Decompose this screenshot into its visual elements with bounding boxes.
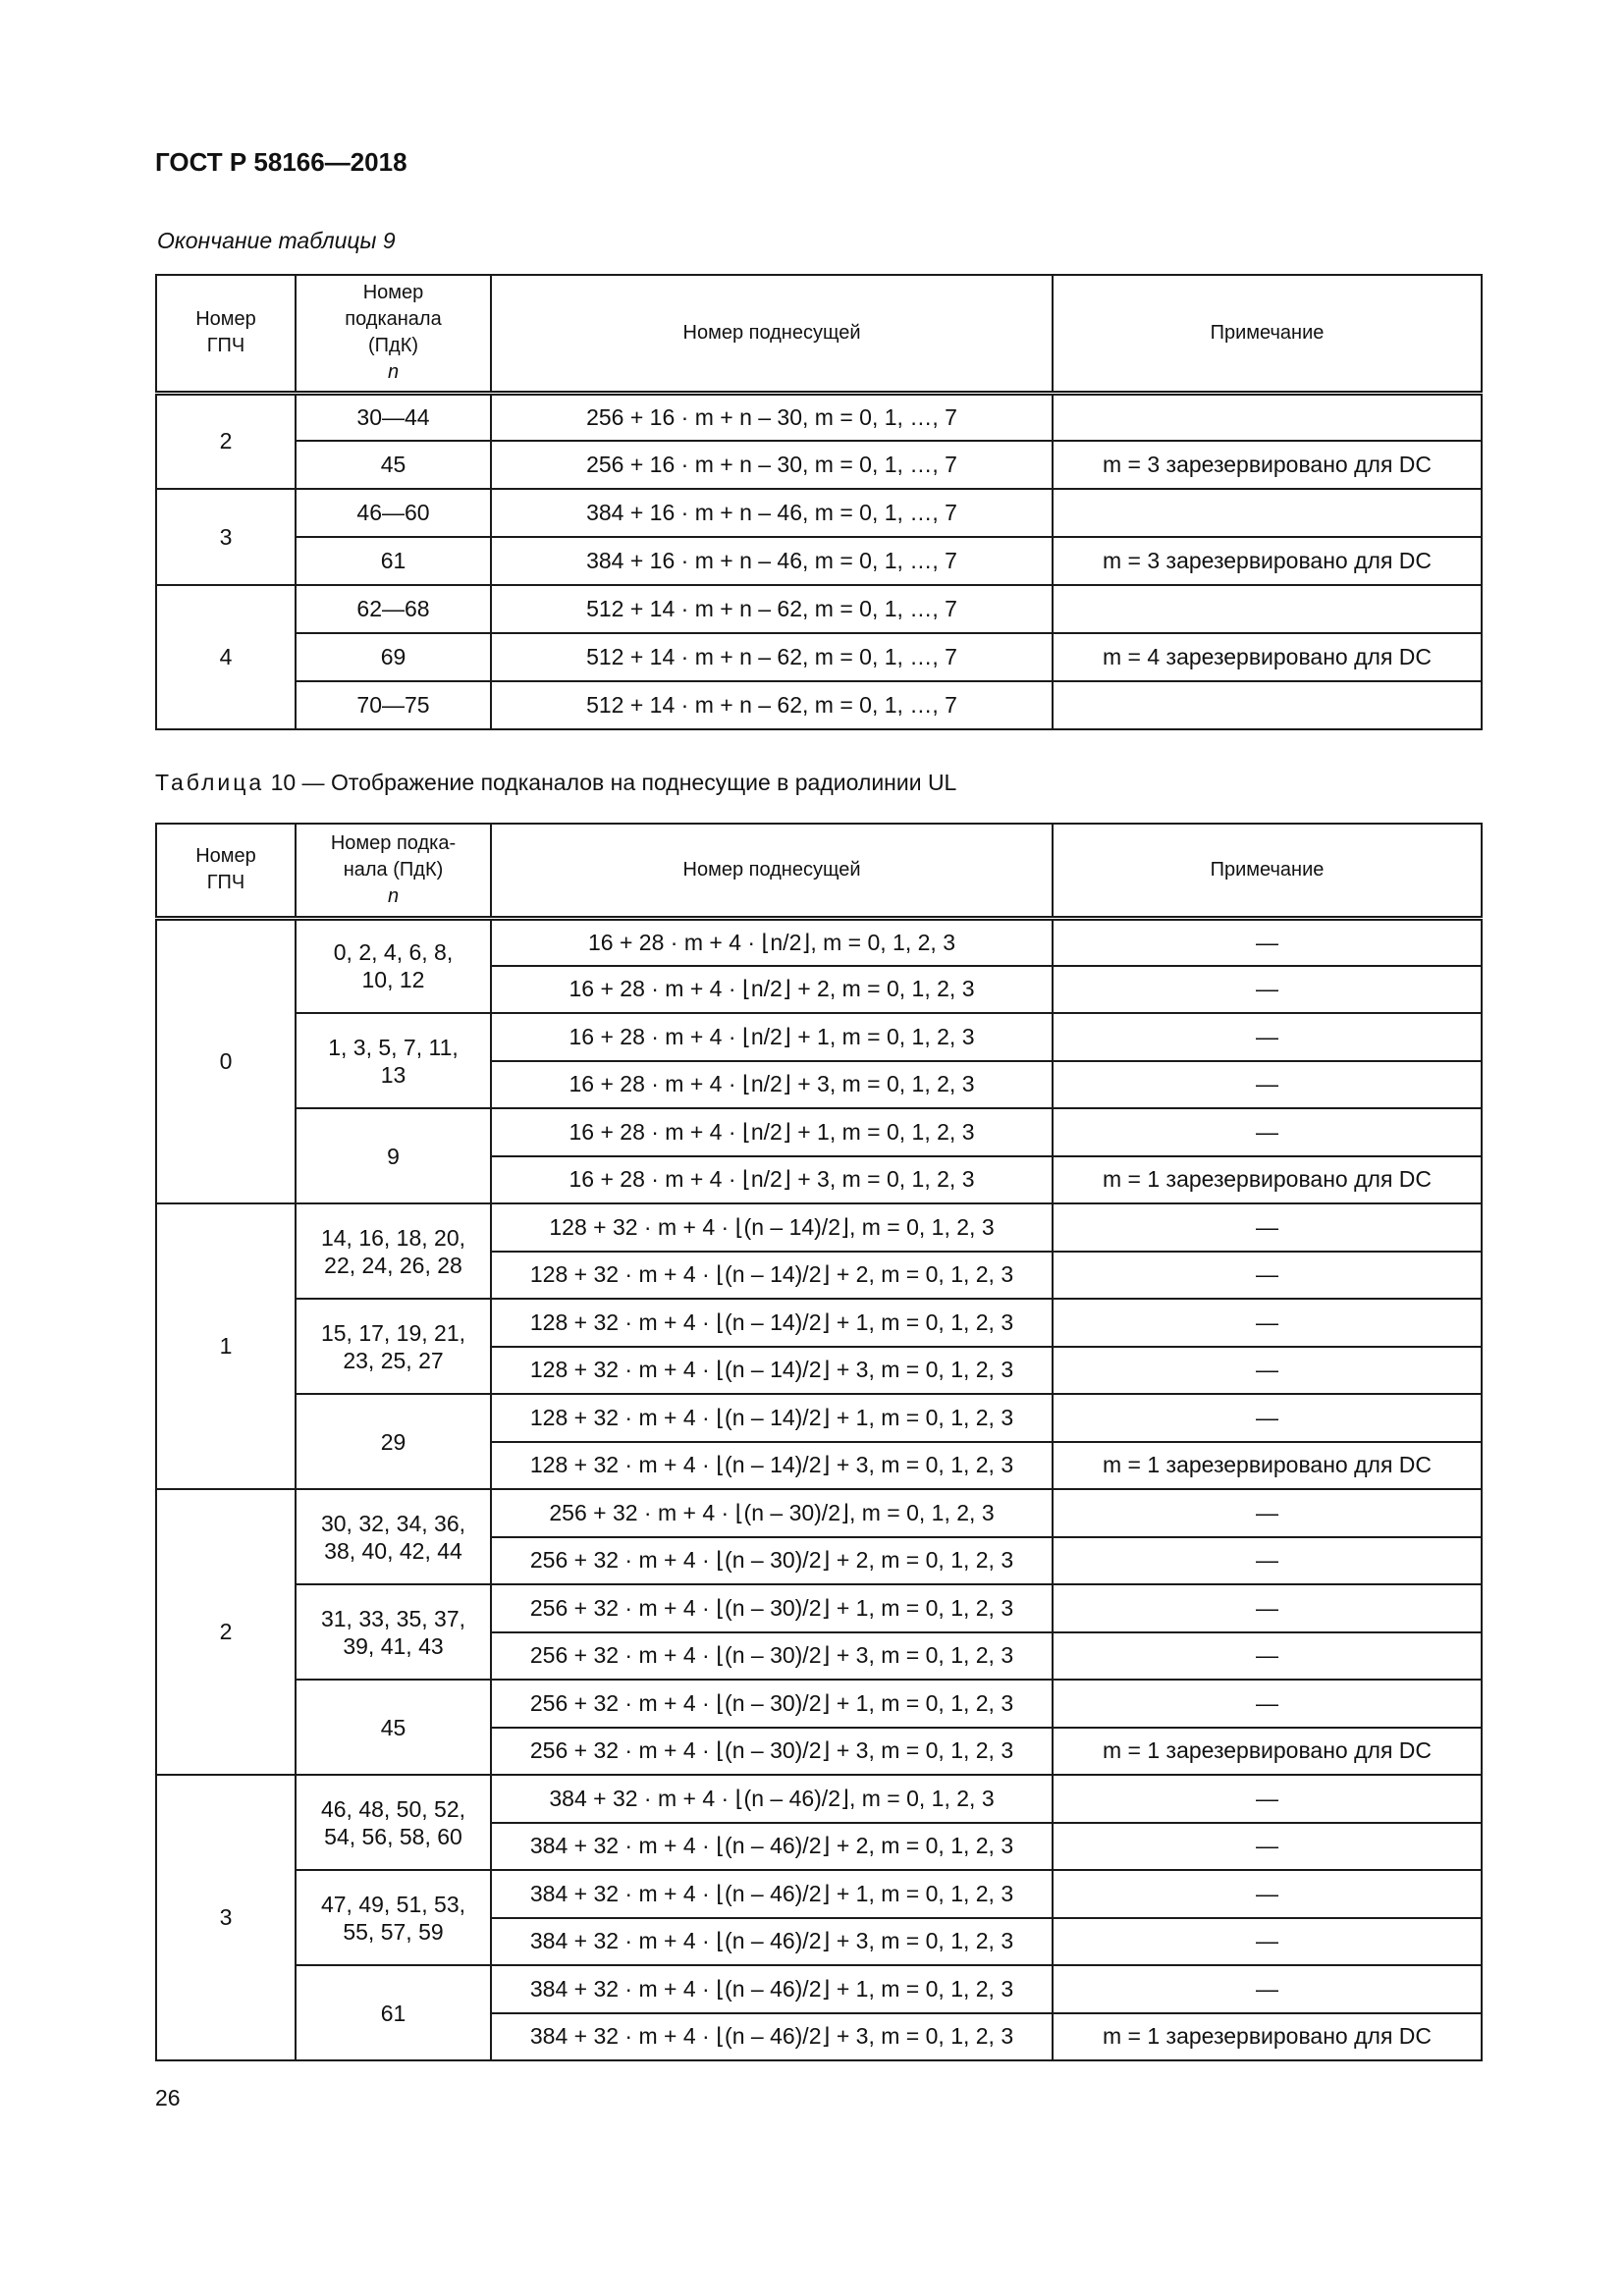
subchannel-cell: 45 [296, 1680, 491, 1775]
subchannel-cell: 61 [296, 1965, 491, 2060]
subchannel-cell: 70—75 [296, 681, 491, 729]
document-header: ГОСТ Р 58166—2018 [155, 147, 407, 177]
page-number: 26 [155, 2085, 181, 2110]
note-cell: — [1053, 1203, 1482, 1252]
subcarrier-formula: 512 + 14 · m + n – 62, m = 0, 1, …, 7 [491, 681, 1053, 729]
subcarrier-formula: 128 + 32 · m + 4 · ⌊(n – 14)/2⌋ + 1, m = 0, 1, 2, 3 [491, 1299, 1053, 1347]
subcarrier-formula: 128 + 32 · m + 4 · ⌊(n – 14)/2⌋, m = 0, 1, 2, 3 [491, 1203, 1053, 1252]
subchannel-cell: 69 [296, 633, 491, 681]
gpch-cell: 1 [156, 1203, 296, 1489]
note-cell: — [1053, 1299, 1482, 1347]
gpch-cell: 3 [156, 1775, 296, 2060]
table-row [156, 1584, 1482, 1632]
table-row [156, 489, 1482, 537]
table10-caption [155, 770, 956, 796]
subchannel-cell: 29 [296, 1394, 491, 1489]
table-10 [155, 823, 1483, 2061]
note-cell: — [1053, 1632, 1482, 1681]
gpch-cell: 3 [156, 489, 296, 585]
column-header-subcarrier: Номер поднесущей [491, 275, 1053, 393]
table-row [156, 1108, 1482, 1156]
subchannel-cell: 0, 2, 4, 6, 8, 10, 12 [296, 918, 491, 1013]
subcarrier-formula: 384 + 32 · m + 4 · ⌊(n – 46)/2⌋ + 3, m = 0, 1, 2, 3 [491, 1918, 1053, 1966]
note-cell: — [1053, 1347, 1482, 1395]
subcarrier-formula: 256 + 32 · m + 4 · ⌊(n – 30)/2⌋ + 1, m = 0, 1, 2, 3 [491, 1680, 1053, 1728]
subchannel-cell: 46—60 [296, 489, 491, 537]
note-cell [1053, 393, 1482, 441]
note-cell: m = 4 зарезервировано для DC [1053, 633, 1482, 681]
subcarrier-formula: 384 + 16 · m + n – 46, m = 0, 1, …, 7 [491, 537, 1053, 585]
subcarrier-formula: 128 + 32 · m + 4 · ⌊(n – 14)/2⌋ + 3, m = 0, 1, 2, 3 [491, 1347, 1053, 1395]
subcarrier-formula: 256 + 16 · m + n – 30, m = 0, 1, …, 7 [491, 441, 1053, 489]
note-cell: m = 1 зарезервировано для DC [1053, 2013, 1482, 2061]
table-row [156, 393, 1482, 441]
column-header-gpch: Номер ГПЧ [156, 824, 296, 918]
note-cell: — [1053, 1680, 1482, 1728]
table-row [156, 918, 1482, 966]
note-cell: — [1053, 1584, 1482, 1632]
gpch-cell: 2 [156, 1489, 296, 1775]
note-cell: m = 1 зарезервировано для DC [1053, 1728, 1482, 1776]
subcarrier-formula: 16 + 28 · m + 4 · ⌊n/2⌋ + 1, m = 0, 1, 2, 3 [491, 1013, 1053, 1061]
subcarrier-formula: 256 + 16 · m + n – 30, m = 0, 1, …, 7 [491, 393, 1053, 441]
subcarrier-formula: 16 + 28 · m + 4 · ⌊n/2⌋ + 3, m = 0, 1, 2, 3 [491, 1061, 1053, 1109]
table-row [156, 1203, 1482, 1252]
table-9 [155, 274, 1483, 730]
note-cell: — [1053, 1489, 1482, 1537]
subcarrier-formula: 256 + 32 · m + 4 · ⌊(n – 30)/2⌋, m = 0, 1, 2, 3 [491, 1489, 1053, 1537]
subchannel-cell: 45 [296, 441, 491, 489]
note-cell: — [1053, 966, 1482, 1014]
subcarrier-formula: 16 + 28 · m + 4 · ⌊n/2⌋ + 1, m = 0, 1, 2, 3 [491, 1108, 1053, 1156]
subcarrier-formula: 384 + 16 · m + n – 46, m = 0, 1, …, 7 [491, 489, 1053, 537]
column-header-subchannel: Номер подканала (ПдК) n [296, 275, 491, 393]
subchannel-cell: 47, 49, 51, 53, 55, 57, 59 [296, 1870, 491, 1965]
note-cell [1053, 489, 1482, 537]
note-cell: — [1053, 1537, 1482, 1585]
subcarrier-formula: 128 + 32 · m + 4 · ⌊(n – 14)/2⌋ + 3, m = 0, 1, 2, 3 [491, 1442, 1053, 1490]
note-cell: m = 3 зарезервировано для DC [1053, 441, 1482, 489]
subcarrier-formula: 512 + 14 · m + n – 62, m = 0, 1, …, 7 [491, 633, 1053, 681]
subcarrier-formula: 256 + 32 · m + 4 · ⌊(n – 30)/2⌋ + 3, m = 0, 1, 2, 3 [491, 1728, 1053, 1776]
subcarrier-formula: 256 + 32 · m + 4 · ⌊(n – 30)/2⌋ + 2, m = 0, 1, 2, 3 [491, 1537, 1053, 1585]
note-cell [1053, 585, 1482, 633]
note-cell: — [1053, 1394, 1482, 1442]
note-cell [1053, 681, 1482, 729]
subcarrier-formula: 384 + 32 · m + 4 · ⌊(n – 46)/2⌋ + 3, m = 0, 1, 2, 3 [491, 2013, 1053, 2061]
subchannel-cell: 30, 32, 34, 36, 38, 40, 42, 44 [296, 1489, 491, 1584]
table-row [156, 1489, 1482, 1537]
subcarrier-formula: 384 + 32 · m + 4 · ⌊(n – 46)/2⌋ + 1, m = 0, 1, 2, 3 [491, 1870, 1053, 1918]
column-header-note: Примечание [1053, 824, 1482, 918]
subchannel-cell: 31, 33, 35, 37, 39, 41, 43 [296, 1584, 491, 1680]
note-cell: m = 1 зарезервировано для DC [1053, 1442, 1482, 1490]
subchannel-cell: 61 [296, 537, 491, 585]
note-cell: — [1053, 1013, 1482, 1061]
gpch-cell: 0 [156, 918, 296, 1203]
note-cell: — [1053, 1252, 1482, 1300]
table-row [156, 1870, 1482, 1918]
subchannel-cell: 30—44 [296, 393, 491, 441]
note-cell: — [1053, 1823, 1482, 1871]
note-cell: — [1053, 1918, 1482, 1966]
table10-caption-label: Таблица [155, 770, 265, 795]
subcarrier-formula: 16 + 28 · m + 4 · ⌊n/2⌋, m = 0, 1, 2, 3 [491, 918, 1053, 966]
subcarrier-formula: 16 + 28 · m + 4 · ⌊n/2⌋ + 2, m = 0, 1, 2, 3 [491, 966, 1053, 1014]
gpch-cell: 2 [156, 393, 296, 489]
subchannel-cell: 14, 16, 18, 20, 22, 24, 26, 28 [296, 1203, 491, 1299]
subcarrier-formula: 256 + 32 · m + 4 · ⌊(n – 30)/2⌋ + 1, m = 0, 1, 2, 3 [491, 1584, 1053, 1632]
table10-caption-text: 10 — Отображение подканалов на поднесущие в радиолинии UL [270, 770, 957, 795]
table-row [156, 633, 1482, 681]
note-cell: — [1053, 1965, 1482, 2013]
subchannel-cell: 9 [296, 1108, 491, 1203]
table-row [156, 1299, 1482, 1347]
subcarrier-formula: 128 + 32 · m + 4 · ⌊(n – 14)/2⌋ + 2, m = 0, 1, 2, 3 [491, 1252, 1053, 1300]
note-cell: — [1053, 1775, 1482, 1823]
subcarrier-formula: 128 + 32 · m + 4 · ⌊(n – 14)/2⌋ + 1, m = 0, 1, 2, 3 [491, 1394, 1053, 1442]
column-header-subcarrier: Номер поднесущей [491, 824, 1053, 918]
subchannel-cell: 46, 48, 50, 52, 54, 56, 58, 60 [296, 1775, 491, 1870]
table-row [156, 537, 1482, 585]
column-header-note: Примечание [1053, 275, 1482, 393]
column-header-gpch: Номер ГПЧ [156, 275, 296, 393]
note-cell: — [1053, 1108, 1482, 1156]
subcarrier-formula: 512 + 14 · m + n – 62, m = 0, 1, …, 7 [491, 585, 1053, 633]
subchannel-cell: 1, 3, 5, 7, 11, 13 [296, 1013, 491, 1108]
subcarrier-formula: 384 + 32 · m + 4 · ⌊(n – 46)/2⌋ + 2, m = 0, 1, 2, 3 [491, 1823, 1053, 1871]
note-cell: — [1053, 1870, 1482, 1918]
note-cell: m = 1 зарезервировано для DC [1053, 1156, 1482, 1204]
column-header-subchannel: Номер подка- нала (ПдК) n [296, 824, 491, 918]
table-row [156, 1394, 1482, 1442]
subcarrier-formula: 16 + 28 · m + 4 · ⌊n/2⌋ + 3, m = 0, 1, 2, 3 [491, 1156, 1053, 1204]
subcarrier-formula: 256 + 32 · m + 4 · ⌊(n – 30)/2⌋ + 3, m = 0, 1, 2, 3 [491, 1632, 1053, 1681]
table9-caption: Окончание таблицы 9 [157, 228, 396, 253]
table-row [156, 1965, 1482, 2013]
note-cell: — [1053, 918, 1482, 966]
table-row [156, 1680, 1482, 1728]
table-row [156, 1775, 1482, 1823]
subcarrier-formula: 384 + 32 · m + 4 · ⌊(n – 46)/2⌋ + 1, m = 0, 1, 2, 3 [491, 1965, 1053, 2013]
table-row [156, 1013, 1482, 1061]
table-row [156, 681, 1482, 729]
subchannel-cell: 15, 17, 19, 21, 23, 25, 27 [296, 1299, 491, 1394]
note-cell: m = 3 зарезервировано для DC [1053, 537, 1482, 585]
table-row [156, 441, 1482, 489]
note-cell: — [1053, 1061, 1482, 1109]
subcarrier-formula: 384 + 32 · m + 4 · ⌊(n – 46)/2⌋, m = 0, 1, 2, 3 [491, 1775, 1053, 1823]
gpch-cell: 4 [156, 585, 296, 729]
table-row [156, 585, 1482, 633]
subchannel-cell: 62—68 [296, 585, 491, 633]
